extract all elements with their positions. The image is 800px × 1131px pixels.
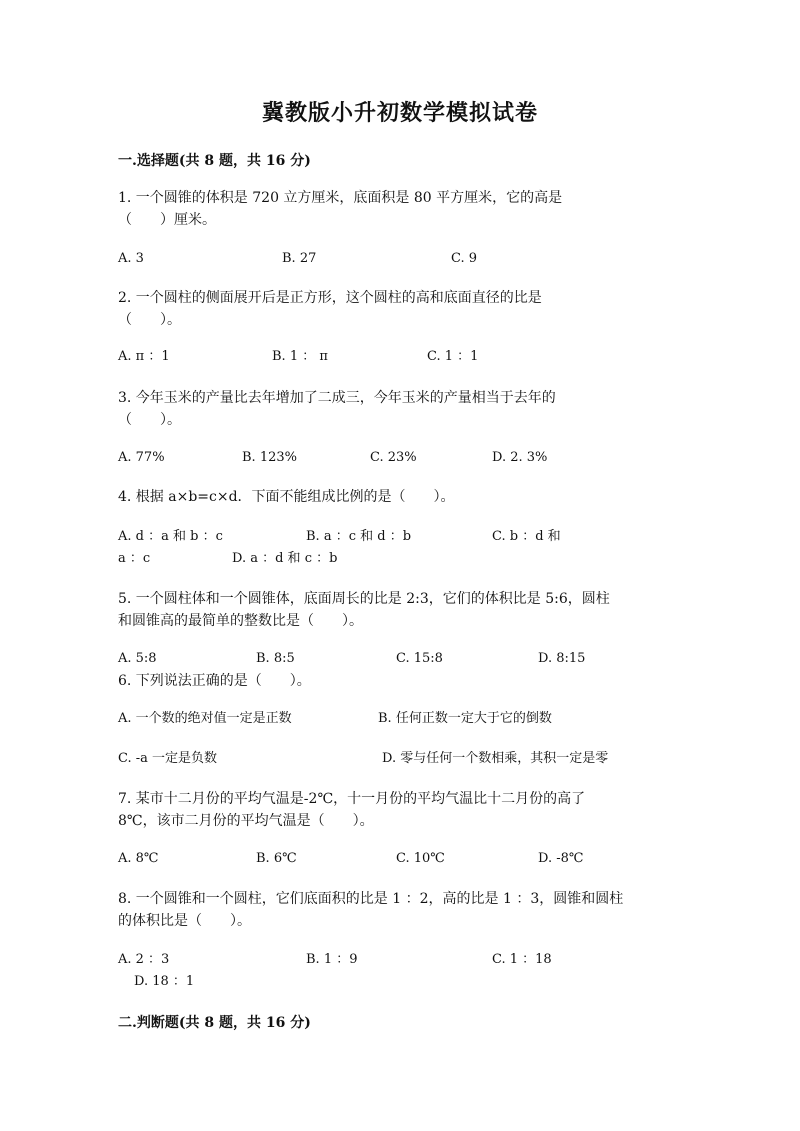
question-5-options	[118, 648, 688, 670]
question-5-stem-line2: 和圆锥高的最简单的整数比是（ ）。	[118, 613, 363, 629]
question-7	[118, 788, 688, 832]
option-a[interactable]: A. 77%	[118, 450, 165, 465]
option-b[interactable]: B. 1 ：9	[306, 952, 358, 967]
question-4-options-row1	[118, 526, 688, 548]
question-5	[118, 588, 688, 632]
question-3-stem-line1: 3. 今年玉米的产量比去年增加了二成三，今年玉米的产量相当于去年的	[118, 390, 556, 406]
option-a[interactable]: A. 8℃	[118, 851, 159, 866]
option-a[interactable]: A. π ：1	[118, 349, 170, 364]
option-a[interactable]: A. 5:8	[118, 651, 157, 666]
question-6-options-row2	[118, 748, 688, 770]
question-6-options-row1	[118, 708, 688, 730]
option-c[interactable]: C. b ：d 和	[492, 529, 561, 544]
section-heading-choice: 一.选择题(共 8 题，共 16 分)	[118, 153, 311, 169]
option-b[interactable]: B. 6℃	[256, 851, 297, 866]
option-b[interactable]: B. 27	[282, 251, 317, 266]
option-b[interactable]: B. 8:5	[256, 651, 295, 666]
question-7-stem-line1: 7. 某市十二月份的平均气温是-2℃，十一月份的平均气温比十二月份的高了	[118, 791, 586, 807]
option-b[interactable]: B. 任何正数一定大于它的倒数	[378, 711, 552, 726]
question-8-options-row1	[118, 949, 688, 971]
option-c[interactable]: C. 23%	[370, 450, 417, 465]
question-5-stem-line1: 5. 一个圆柱体和一个圆锥体，底面周长的比是 2:3，它们的体积比是 5:6，圆柱	[118, 591, 610, 607]
question-4-stem-line1: 4. 根据 a×b=c×d．下面不能组成比例的是（ ）。	[118, 489, 455, 505]
option-d[interactable]: D. 18 ：1	[134, 974, 195, 989]
option-a[interactable]: A. 3	[118, 251, 144, 266]
page-title: 冀教版小升初数学模拟试卷	[261, 100, 538, 126]
option-b[interactable]: B. a ：c 和 d ：b	[306, 529, 412, 544]
question-3-stem-line2: （ ）。	[118, 412, 181, 428]
question-8-options-row2	[118, 971, 688, 993]
option-c[interactable]: C. 9	[451, 251, 478, 266]
question-1-options	[118, 248, 688, 270]
option-d[interactable]: D. 8:15	[538, 651, 586, 666]
option-b[interactable]: B. 123%	[242, 450, 297, 465]
option-d[interactable]: D. 2. 3%	[492, 450, 548, 465]
question-8	[118, 888, 688, 932]
question-3-options	[118, 447, 688, 469]
question-6-stem-line1: 6. 下列说法正确的是（ ）。	[118, 673, 311, 689]
option-a[interactable]: A. 2 ：3	[118, 952, 170, 967]
option-c-continued: a ：c	[118, 551, 151, 566]
question-7-options	[118, 848, 688, 870]
section-heading-judgment: 二.判断题(共 8 题，共 16 分)	[118, 1015, 311, 1031]
option-c[interactable]: C. 10℃	[396, 851, 445, 866]
option-a[interactable]: A. 一个数的绝对值一定是正数	[118, 711, 292, 726]
question-8-stem-line1: 8. 一个圆锥和一个圆柱，它们底面积的比是 1 ：2，高的比是 1 ：3，圆锥和圆柱	[118, 891, 624, 907]
question-6	[118, 670, 688, 692]
question-1-stem-line1: 1. 一个圆锥的体积是 720 立方厘米，底面积是 80 平方厘米，它的高是	[118, 190, 563, 206]
question-7-stem-line2: 8℃，该市二月份的平均气温是（ ）。	[118, 813, 374, 829]
question-3	[118, 387, 688, 431]
question-2-stem-line2: （ ）。	[118, 312, 181, 328]
option-d[interactable]: D. 零与任何一个数相乘，其积一定是零	[382, 751, 609, 766]
question-1-stem-line2: （ ）厘米。	[118, 212, 216, 228]
question-4-options-row2	[118, 548, 688, 570]
question-2	[118, 287, 688, 331]
option-a[interactable]: A. d ：a 和 b ：c	[118, 529, 223, 544]
option-c[interactable]: C. -a 一定是负数	[118, 751, 218, 766]
question-4	[118, 486, 688, 508]
option-c[interactable]: C. 15:8	[396, 651, 443, 666]
question-2-stem-line1: 2. 一个圆柱的侧面展开后是正方形，这个圆柱的高和底面直径的比是	[118, 290, 542, 306]
option-c[interactable]: C. 1 ：1	[427, 349, 479, 364]
option-c[interactable]: C. 1 ：18	[492, 952, 552, 967]
question-1	[118, 187, 688, 231]
option-d[interactable]: D. -8℃	[538, 851, 584, 866]
option-b[interactable]: B. 1 ： π	[272, 349, 328, 364]
question-8-stem-line2: 的体积比是（ ）。	[118, 913, 251, 929]
question-2-options	[118, 346, 688, 368]
option-d[interactable]: D. a ：d 和 c ：b	[232, 551, 338, 566]
